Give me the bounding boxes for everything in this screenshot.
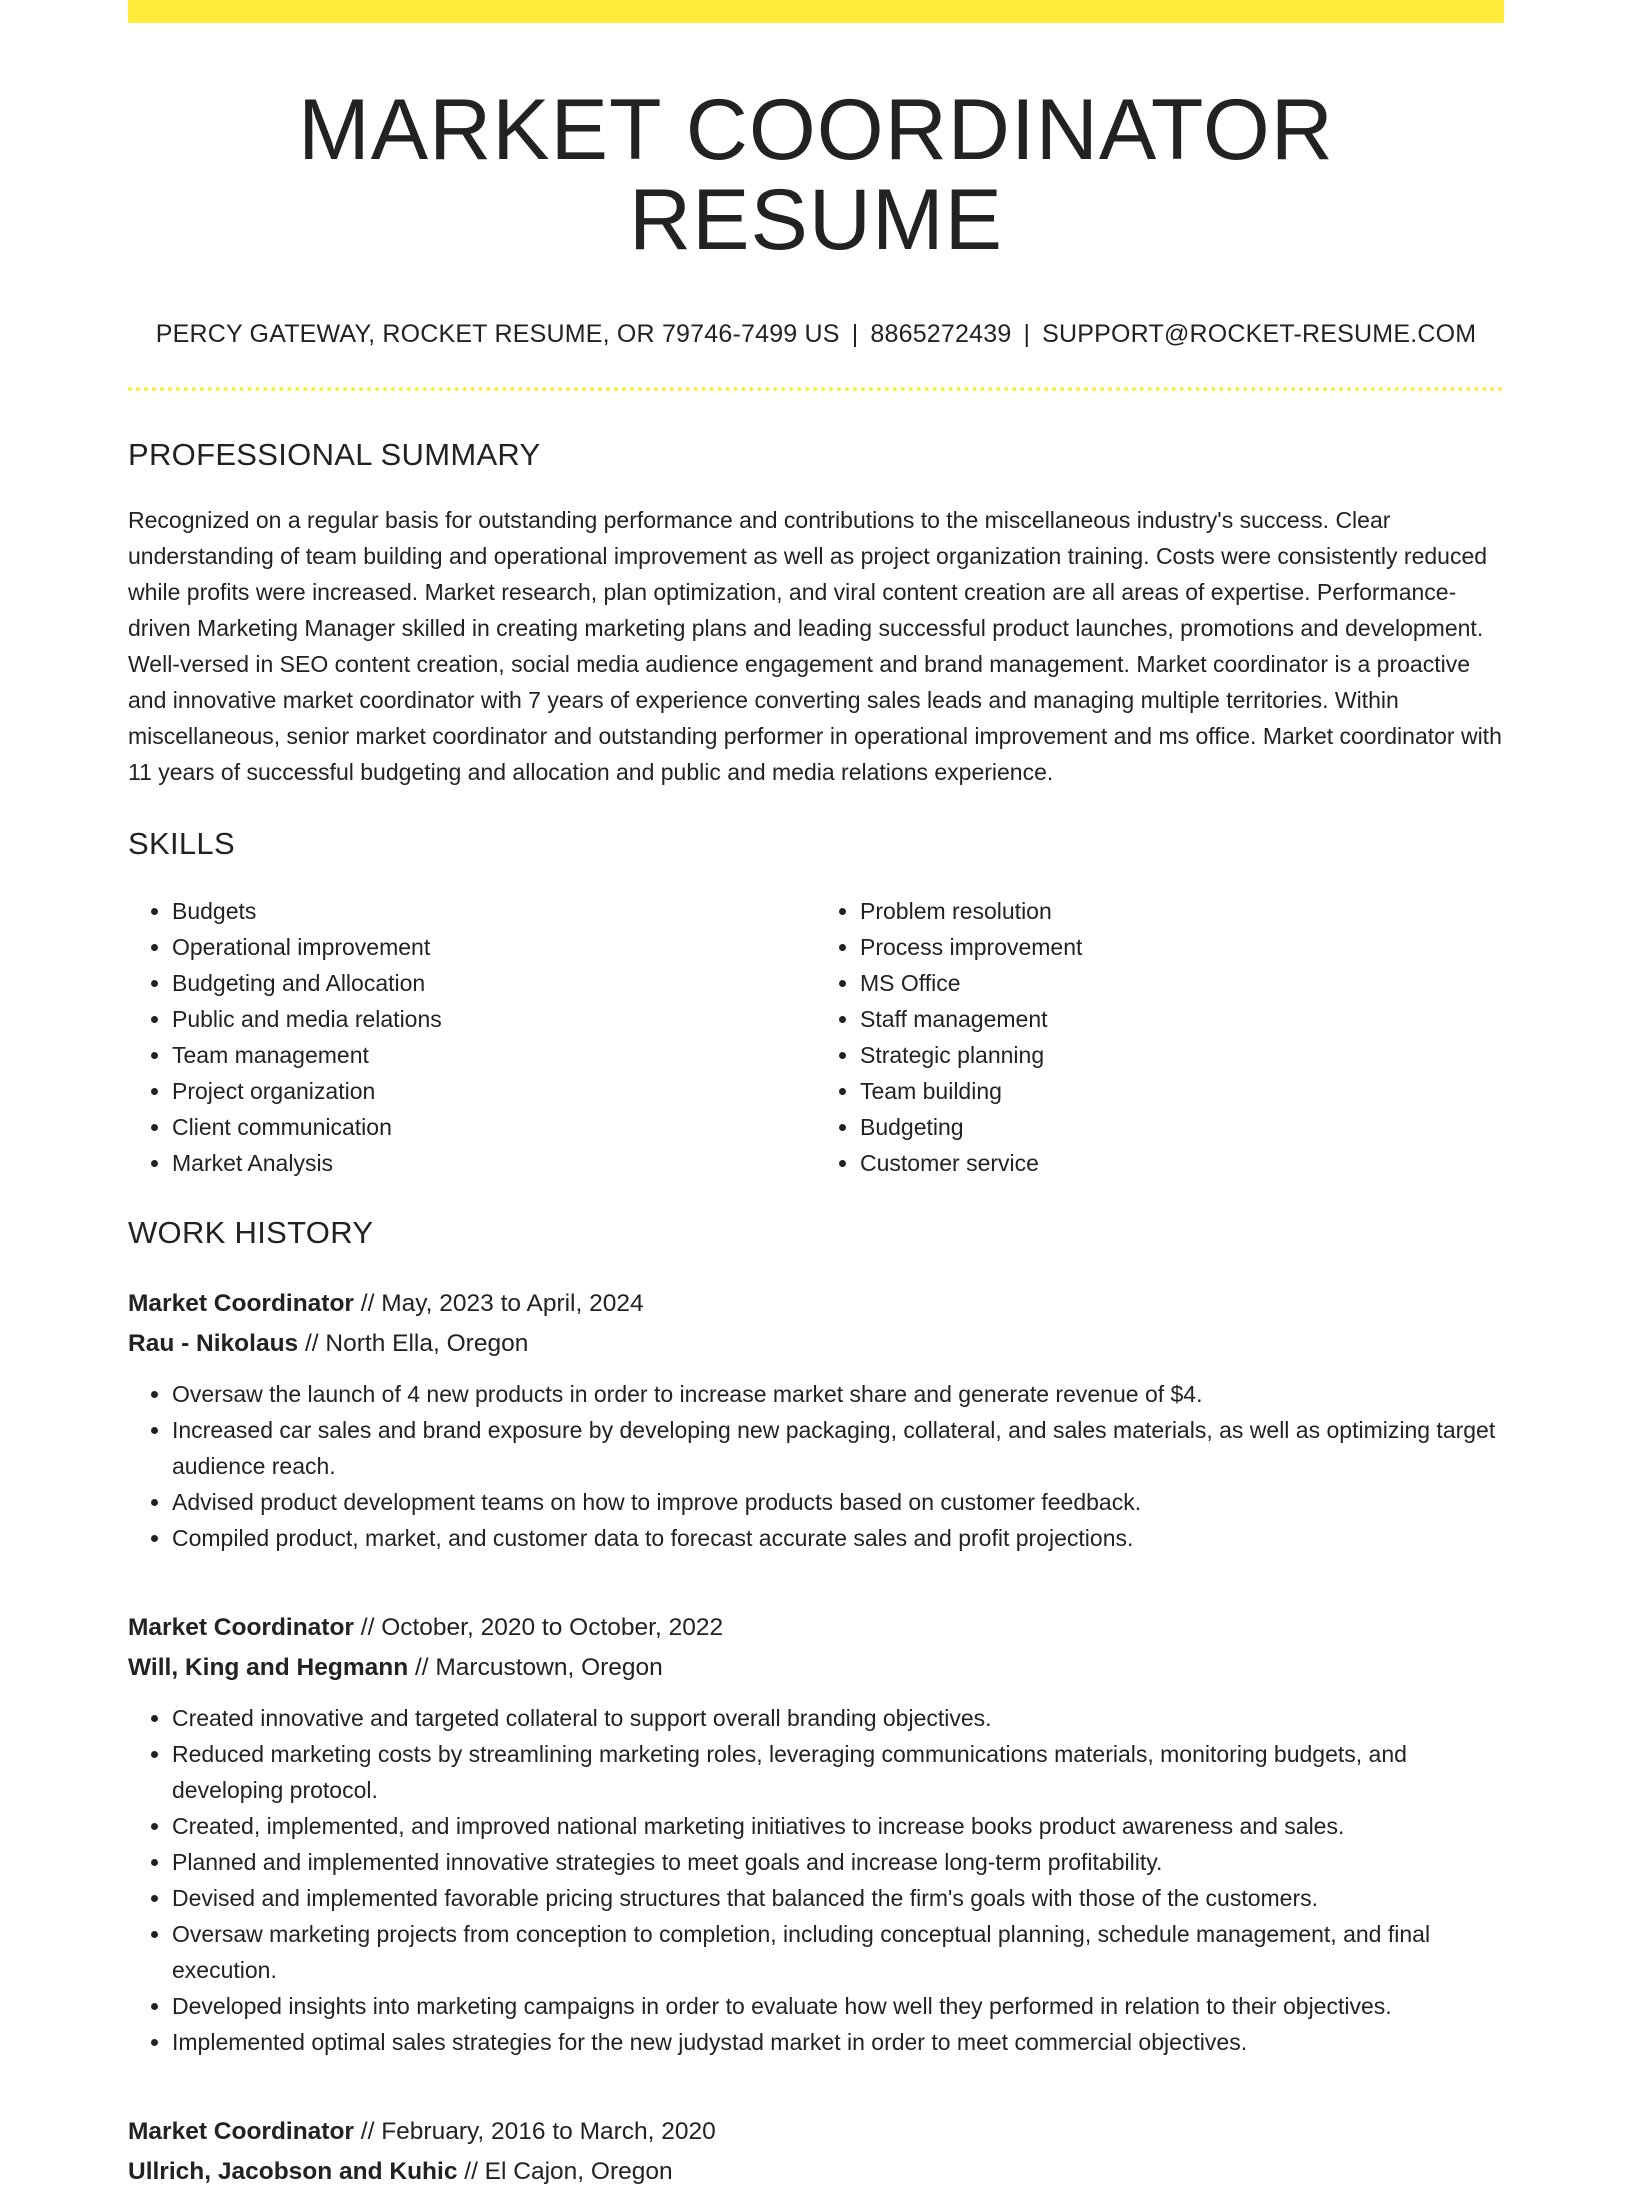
job-entry: [128, 1608, 1504, 2060]
contact-line: [128, 319, 1504, 348]
job-bullet: • Devised and implemented favorable pricing structures that balanced the firm's goals with those of the customers.: [172, 1880, 1504, 1916]
job-dates: // May, 2023 to April, 2024: [353, 1289, 644, 1317]
skills-column-left: [128, 893, 816, 1181]
job-company-line: [128, 2152, 1504, 2192]
resume-title: MARKET COORDINATOR RESUME: [298, 82, 1334, 269]
top-accent-bar: [128, 0, 1504, 23]
skill-item: • Process improvement: [860, 929, 1504, 965]
job-title-line: [128, 2112, 1504, 2152]
work-history-list: [128, 1284, 1504, 2192]
header-divider: [128, 387, 1504, 391]
skill-item: • Customer service: [860, 1145, 1504, 1181]
work-history-heading: WORK HISTORY: [128, 1214, 374, 1250]
skills-column-right: [816, 893, 1504, 1181]
contact-separator: |: [1023, 319, 1031, 348]
job-location: // El Cajon, Oregon: [457, 2157, 673, 2185]
job-bullet: • Implemented optimal sales strategies for the new judystad market in order to meet commercial objectives.: [172, 2024, 1504, 2060]
job-bullet: • Advised product development teams on how to improve products based on customer feedback.: [172, 1484, 1504, 1520]
skill-item: • Project organization: [172, 1073, 816, 1109]
contact-separator: |: [851, 319, 859, 348]
skill-item: • Budgeting and Allocation: [172, 965, 816, 1001]
skill-item: • MS Office: [860, 965, 1504, 1001]
job-entry: [128, 2112, 1504, 2192]
job-location: // North Ella, Oregon: [298, 1329, 529, 1357]
resume-page: [128, 0, 1504, 2192]
skill-item: • Strategic planning: [860, 1037, 1504, 1073]
job-title-line: [128, 1284, 1504, 1324]
contact-email: SUPPORT@ROCKET-RESUME.COM: [1042, 319, 1477, 348]
job-bullet: • Created innovative and targeted collateral to support overall branding objectives.: [172, 1700, 1504, 1736]
job-bullet: • Created, implemented, and improved national marketing initiatives to increase books product awareness and sales.: [172, 1808, 1504, 1844]
contact-phone: 8865272439: [870, 319, 1012, 348]
job-company: Rau - Nikolaus: [128, 1329, 299, 1357]
job-company-line: [128, 1648, 1504, 1688]
job-bullet: • Planned and implemented innovative strategies to meet goals and increase long-term profitability.: [172, 1844, 1504, 1880]
job-bullets: [128, 1700, 1504, 2060]
job-company: Will, King and Hegmann: [128, 1653, 409, 1681]
summary-text: Recognized on a regular basis for outstanding performance and contributions to the miscellaneous industry's success. Clear understanding of team building and operational improvement as well as project organization training. Costs were consistently reduced while profits were increased. Market research, plan optimization, and viral content creation are all areas of expertise. Performance-driven Marketing Manager skilled in creating marketing plans and leading successful product launches, promotions and development. Well-versed in SEO content creation, social media audience engagement and brand management. Market coordinator is a proactive and innovative market coordinator with 7 years of experience converting sales leads and managing multiple territories. Within miscellaneous, senior market coordinator and outstanding performer in operational improvement and ms office. Market coordinator with 11 years of successful budgeting and allocation and public and media relations experience.: [128, 506, 1502, 785]
skill-item: • Public and media relations: [172, 1001, 816, 1037]
skill-item: • Team management: [172, 1037, 816, 1073]
job-bullets: [128, 1376, 1504, 1556]
skill-item: • Budgets: [172, 893, 816, 929]
contact-address: PERCY GATEWAY, ROCKET RESUME, OR 79746-7499 US: [155, 319, 840, 348]
job-entry: [128, 1284, 1504, 1556]
job-bullet: • Developed insights into marketing campaigns in order to evaluate how well they performed in relation to their objectives.: [172, 1988, 1504, 2024]
job-title-line: [128, 1608, 1504, 1648]
summary-heading: PROFESSIONAL SUMMARY: [128, 436, 541, 472]
job-title: Market Coordinator: [128, 2117, 354, 2145]
skill-item: • Problem resolution: [860, 893, 1504, 929]
job-title: Market Coordinator: [128, 1613, 354, 1641]
skill-item: • Client communication: [172, 1109, 816, 1145]
job-company: Ullrich, Jacobson and Kuhic: [128, 2157, 458, 2185]
skills-grid: [128, 893, 1504, 1181]
skill-item: • Operational improvement: [172, 929, 816, 965]
job-title: Market Coordinator: [128, 1289, 354, 1317]
job-dates: // October, 2020 to October, 2022: [353, 1613, 724, 1641]
skills-heading: SKILLS: [128, 825, 235, 861]
job-bullet: • Increased car sales and brand exposure by developing new packaging, collateral, and sales materials, as well as optimizing target audience reach.: [172, 1412, 1504, 1484]
skill-item: • Staff management: [860, 1001, 1504, 1037]
job-dates: // February, 2016 to March, 2020: [353, 2117, 716, 2145]
skill-item: • Market Analysis: [172, 1145, 816, 1181]
job-location: // Marcustown, Oregon: [408, 1653, 663, 1681]
skill-item: • Budgeting: [860, 1109, 1504, 1145]
skill-item: • Team building: [860, 1073, 1504, 1109]
job-bullet: • Oversaw marketing projects from conception to completion, including conceptual planning, schedule management, and final execution.: [172, 1916, 1504, 1988]
job-company-line: [128, 1324, 1504, 1364]
job-bullet: • Oversaw the launch of 4 new products in order to increase market share and generate revenue of $4.: [172, 1376, 1504, 1412]
job-bullet: • Compiled product, market, and customer data to forecast accurate sales and profit projections.: [172, 1520, 1504, 1556]
job-bullet: • Reduced marketing costs by streamlining marketing roles, leveraging communications materials, monitoring budgets, and developing protocol.: [172, 1736, 1504, 1808]
